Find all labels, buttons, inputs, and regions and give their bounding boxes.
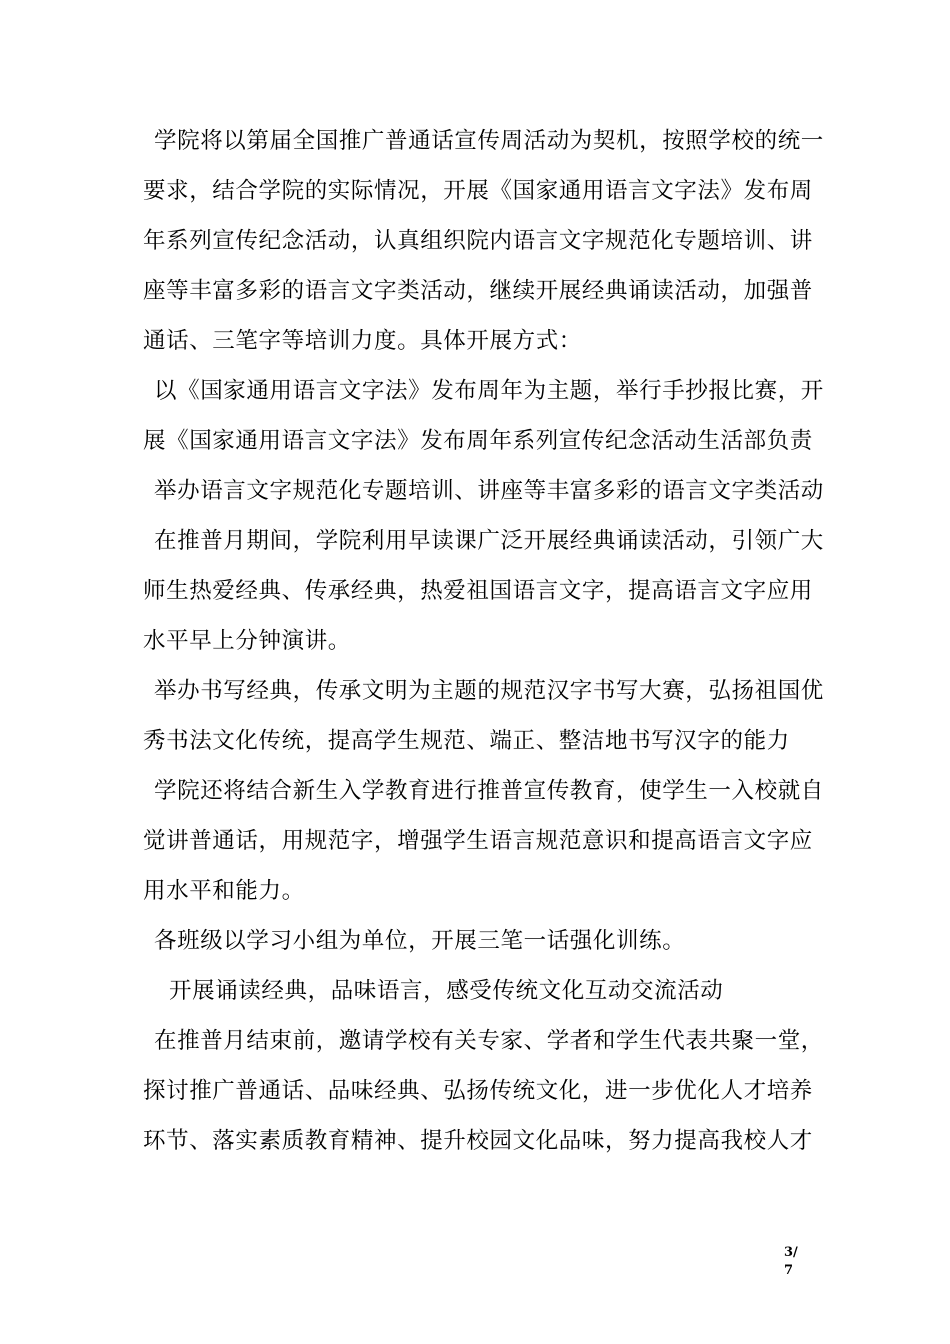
text-line: 学院还将结合新生入学教育进行推普宣传教育，使学生一入校就自 (154, 778, 824, 804)
text-line: 用水平和能力。 (143, 878, 305, 904)
text-line: 环节、落实素质教育精神、提升校园文化品味，努力提高我校人才 (143, 1128, 813, 1154)
text-line: 以《国家通用语言文字法》发布周年为主题，举行手抄报比赛，开 (154, 378, 824, 404)
text-line: 展《国家通用语言文字法》发布周年系列宣传纪念活动生活部负责 (143, 428, 813, 454)
text-line: 在推普月结束前，邀请学校有关专家、学者和学生代表共聚一堂， (154, 1028, 824, 1054)
text-line: 觉讲普通话，用规范字，增强学生语言规范意识和提高语言文字应 (143, 828, 813, 854)
text-line: 学院将以第届全国推广普通话宣传周活动为契机，按照学校的统一 (154, 128, 824, 154)
text-line: 师生热爱经典、传承经典，热爱祖国语言文字，提高语言文字应用 (143, 578, 813, 604)
document-body (143, 116, 824, 1166)
text-line: 水平早上分钟演讲。 (143, 628, 351, 654)
text-line: 通话、三笔字等培训力度。具体开展方式： (143, 328, 582, 354)
text-line: 各班级以学习小组为单位，开展三笔一话强化训练。 (154, 928, 686, 954)
text-line: 举办语言文字规范化专题培训、讲座等丰富多彩的语言文字类活动 (154, 478, 824, 504)
text-line: 年系列宣传纪念活动，认真组织院内语言文字规范化专题培训、讲 (143, 228, 813, 254)
text-line: 探讨推广普通话、品味经典、弘扬传统文化，进一步优化人才培养 (143, 1078, 813, 1104)
text-line: 开展诵读经典，品味语言，感受传统文化互动交流活动 (169, 978, 724, 1004)
page-number-current: 3/ (784, 1245, 798, 1260)
text-line: 举办书写经典，传承文明为主题的规范汉字书写大赛，弘扬祖国优 (154, 678, 824, 704)
text-line: 秀书法文化传统，提高学生规范、端正、整洁地书写汉字的能力 (143, 728, 790, 754)
text-line: 在推普月期间，学院利用早读课广泛开展经典诵读活动，引领广大 (154, 528, 824, 554)
text-line: 要求，结合学院的实际情况，开展《国家通用语言文字法》发布周 (143, 178, 813, 204)
text-line: 座等丰富多彩的语言文字类活动，继续开展经典诵读活动，加强普 (143, 278, 813, 304)
page-number-total: 7 (784, 1263, 794, 1278)
page-number (784, 1244, 808, 1280)
